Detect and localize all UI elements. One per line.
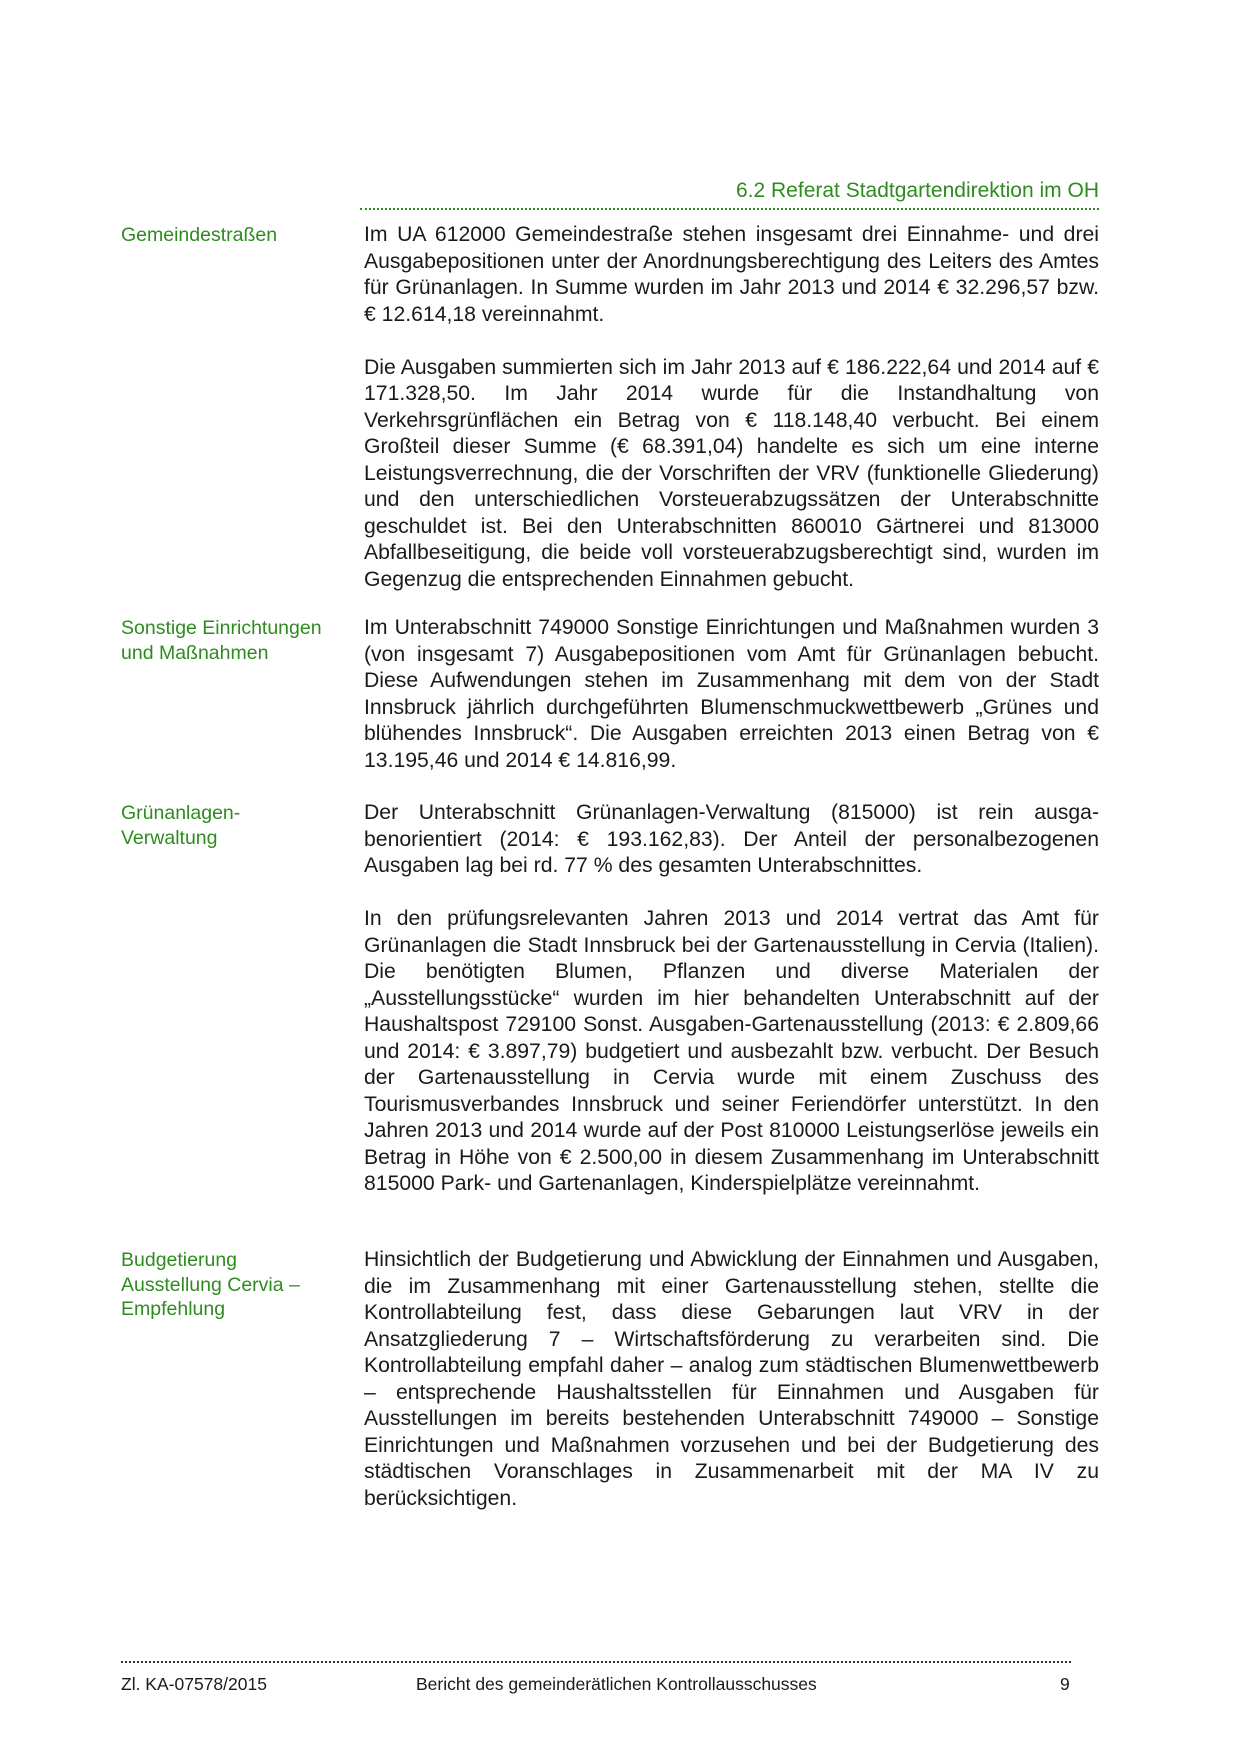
paragraph: Im UA 612000 Gemeindestraße stehen insgesamt drei Einnahme- und drei Ausgabepositionen unter der Anordnungsberechtigung des Leiters des Amtes für Grünanlagen. In Summe wurden im Jahr 2013 und 2014 € 32.296,57 bzw. € 12.614,18 vereinnahmt. (364, 223, 1099, 326)
section-heading: 6.2 Referat Stadtgartendirektion im OH (735, 179, 1099, 202)
paragraph: In den prüfungsrelevanten Jahren 2013 und 2014 vertrat das Amt für Grünanlagen die Stadt Innsbruck bei der Gartenausstellung in Cervia (Italien). Die benötigten Blumen, Pflanzen und diverse Materialen der „Ausstellungsstücke“ wurden im hier behandelten Unterabschnitt auf der Haushaltspost 729100 Sonst. Ausgaben-Gartenausstellung (2013: € 2.809,66 und 2014: € 3.897,79) budgetiert und ausbezahlt bzw. verbucht. Der Besuch der Gartenausstellung in Cervia wurde mit einem Zuschuss des Tourismusverbandes Innsbruck und seiner Feriendörfer unterstützt. In den Jahren 2013 und 2014 wurde auf der Post 810000 Leistungserlöse jeweils ein Betrag in Höhe von € 2.500,00 in diesem Zusammenhang im Unterabschnitt 815000 Park- und Gartenanlagen, Kinderspielplätze vereinnahmt. (364, 907, 1099, 1195)
section-body (364, 800, 1099, 1198)
section-body (364, 222, 1099, 593)
paragraph: Der Unterabschnitt Grünanlagen-Verwaltung (815000) ist rein ausgabenorientiert (2014: € 193.162,83). Der Anteil der personalbezogenen Ausgaben lag bei rd. 77 % des gesamten Unterabschnittes. (364, 801, 1099, 877)
document-reference: Zl. KA-07578/2015 (121, 1674, 267, 1694)
margin-label: Budgetierung Ausstellung Cervia – Empfehlung (121, 1249, 300, 1320)
margin-label: Sonstige Einrichtungen und Maßnahmen (121, 617, 322, 664)
footer-divider (121, 1661, 1071, 1663)
margin-label: Grünanlagen-Verwaltung (121, 802, 241, 849)
section-body (364, 1247, 1099, 1512)
paragraph: Die Ausgaben summierten sich im Jahr 2013 auf € 186.222,64 und 2014 auf € 171.328,50. Im Jahr 2014 wurde für die Instandhaltung von Verkehrsgrünflächen ein Betrag von € 118.148,40 verbucht. Bei einem Großteil dieser Summe (€ 68.391,04) handelte es sich um eine interne Leistungsverrechnung, die der Vorschriften der VRV (funktionelle Gliederung) und den unterschiedlichen Vorsteuerabzugssätzen der Unterabschnitte geschuldet ist. Bei den Unterabschnitten 860010 Gärtnerei und 813000 Abfallbeseitigung, die beide voll vorsteuerabzugsberechtigt sind, wurden im Gegenzug die entsprechenden Einnahmen gebucht. (364, 355, 1099, 591)
paragraph: Hinsichtlich der Budgetierung und Abwicklung der Einnahmen und Ausgaben, die im Zusammenhang mit einer Gartenausstellung stehen, stellte die Kontrollabteilung fest, dass diese Gebarungen laut VRV in der Ansatzgliederung 7 – Wirtschaftsförderung zu verarbeiten sind. Die Kontrollabteilung empfahl daher – analog zum städtischen Blumenwettbewerb – entsprechende Haushaltsstellen für Einnahmen und Ausgaben für Ausstellungen im bereits bestehenden Unterabschnitt 749000 – Sonstige Einrichtungen und Maßnahmen vorzusehen und bei der Budgetierung des städtischen Voranschlages in Zusammenarbeit mit der MA IV zu berücksichtigen. (364, 1248, 1099, 1510)
section-body (364, 615, 1099, 774)
report-title: Bericht des gemeinderätlichen Kontrollausschusses (416, 1674, 817, 1694)
margin-label: Gemeindestraßen (121, 224, 278, 246)
paragraph: Im Unterabschnitt 749000 Sonstige Einrichtungen und Maßnahmen wurden 3 (von insgesamt 7) Ausgabepositionen vom Amt für Grünanlagen bebucht. Diese Aufwendungen stehen im Zusammenhang mit dem von der Stadt Innsbruck jährlich durchgeführten Blumenschmuckwettbewerb „Grünes und blühendes Innsbruck“. Die Ausgaben erreichten 2013 einen Betrag von € 13.195,46 und 2014 € 14.816,99. (364, 616, 1099, 772)
header-divider (360, 208, 1099, 210)
page-number: 9 (1060, 1674, 1070, 1694)
